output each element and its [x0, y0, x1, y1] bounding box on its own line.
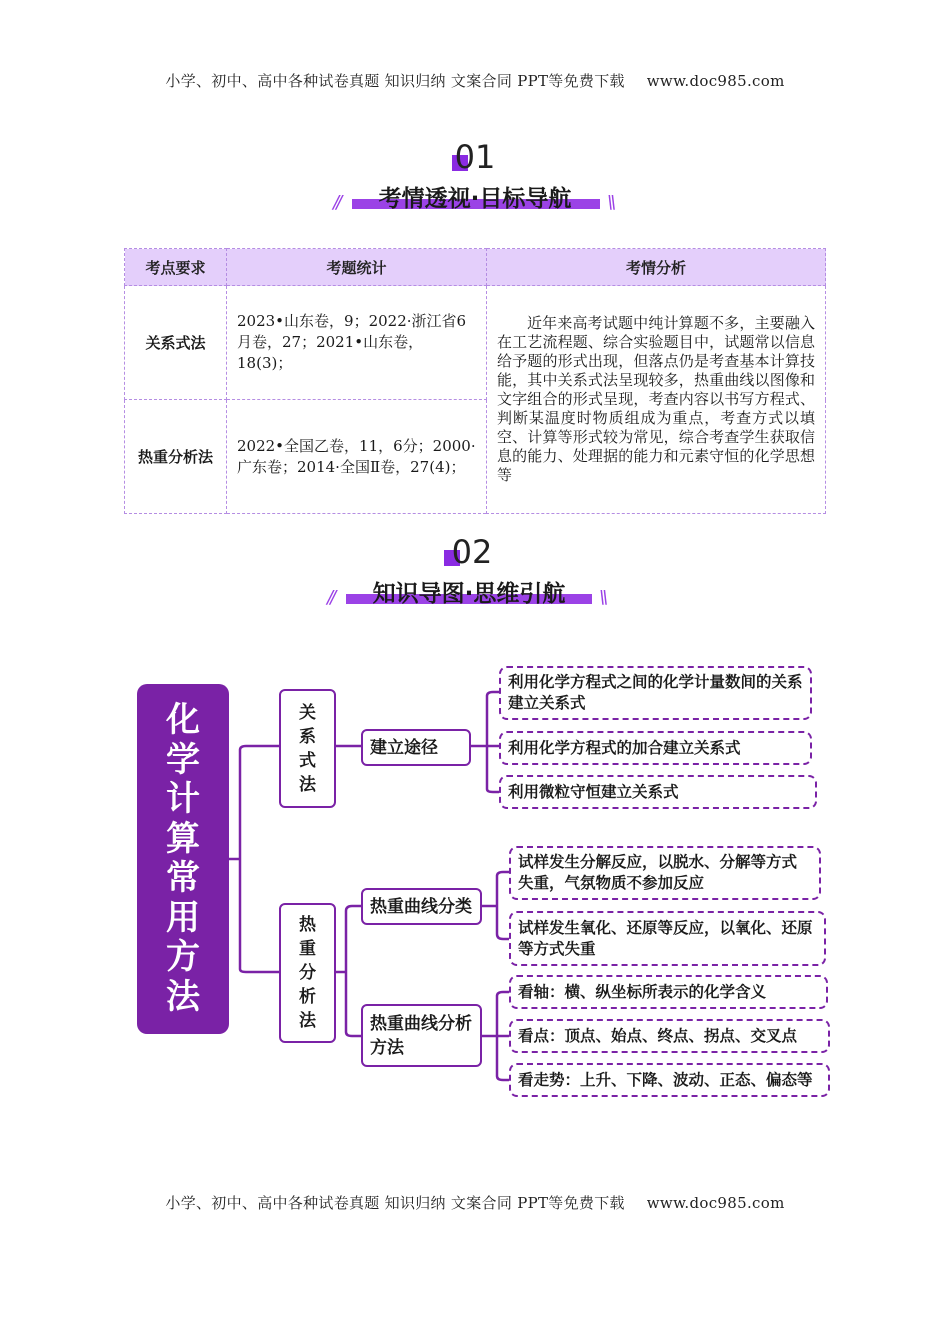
leaf-node: 看点：顶点、始点、终点、拐点、交叉点	[509, 1019, 830, 1053]
section2-number: 02	[451, 533, 493, 571]
slash-decoration-right: \\	[607, 192, 614, 213]
root-char: 用	[166, 897, 200, 938]
section1-number: 01	[454, 138, 496, 176]
branch-relation-method	[279, 689, 336, 808]
root-char: 计	[166, 779, 200, 819]
analysis-text: 近年来高考试题中纯计算题不多，主要融入在工艺流程题、综合实验题目中，试题常以信息给予题的形式出现，但落点仍是考查基本计算技能，其中关系式法呈现较多，热重曲线以图像和文字组合的形式呈现，考查内容以书写方程式、判断某温度时物质组成为重点，考查方式以填空、计算等形式较为常见，综合考查学生获取信息的能力、处理据的能力和元素守恒的化学思想等	[487, 286, 826, 514]
branch-char: 法	[299, 774, 316, 795]
table-header-cell: 考题统计	[227, 249, 487, 286]
leaf-node: 试样发生氧化、还原等反应，以氧化、还原等方式失重	[509, 911, 826, 966]
leaf-node: 看走势：上升、下降、波动、正态、偏态等	[509, 1063, 830, 1097]
branch-char: 法	[299, 1011, 316, 1031]
row-stats: 2023•山东卷，9；2022·浙江省6月卷，27；2021•山东卷，18(3)；	[227, 286, 487, 400]
table-header-cell: 考情分析	[487, 249, 826, 286]
branch-char: 系	[299, 726, 316, 747]
slash-decoration-left: //	[327, 587, 334, 608]
node-curve-classification: 热重曲线分类	[361, 888, 482, 925]
leaf-node: 看轴：横、纵坐标所表示的化学含义	[509, 975, 828, 1009]
node-curve-analysis-method: 热重曲线分析方法	[361, 1004, 482, 1067]
slash-decoration-right: \\	[599, 587, 606, 608]
root-char: 常	[166, 858, 200, 898]
header-site: www.doc985.com	[646, 72, 785, 90]
node-build-approach: 建立途径	[361, 729, 471, 766]
row-stats: 2022•全国乙卷，11，6分；2000·广东卷；2014·全国Ⅱ卷，27(4)；	[227, 400, 487, 514]
leaf-node: 利用化学方程式的加合建立关系式	[499, 731, 812, 765]
root-char: 算	[166, 818, 200, 859]
branch-char: 析	[299, 987, 316, 1007]
root-char: 方	[166, 937, 200, 977]
root-char: 化	[166, 700, 200, 740]
leaf-node: 试样发生分解反应，以脱水、分解等方式失重，气氛物质不参加反应	[509, 846, 821, 900]
branch-thermogravimetric-method	[279, 903, 336, 1043]
branch-char: 分	[299, 963, 316, 983]
leaf-node: 利用化学方程式之间的化学计量数间的关系建立关系式	[499, 666, 812, 720]
root-char: 法	[166, 976, 200, 1017]
footer-site: www.doc985.com	[646, 1194, 785, 1212]
header-text: 小学、初中、高中各种试卷真题 知识归纳 文案合同 PPT等免费下载	[165, 72, 625, 90]
branch-char: 热	[299, 915, 316, 935]
footer-text: 小学、初中、高中各种试卷真题 知识归纳 文案合同 PPT等免费下载	[165, 1194, 625, 1212]
branch-char: 式	[299, 750, 316, 771]
leaf-node: 利用微粒守恒建立关系式	[499, 775, 817, 809]
branch-char: 关	[299, 702, 316, 723]
page-footer	[0, 1192, 950, 1213]
row-label: 关系式法	[125, 286, 227, 400]
table-header-cell: 考点要求	[125, 249, 227, 286]
section1-title: 考情透视·目标导航	[378, 186, 572, 212]
row-label: 热重分析法	[125, 400, 227, 514]
slash-decoration-left: //	[333, 192, 340, 213]
section2-title: 知识导图·思维引航	[372, 581, 566, 607]
branch-char: 重	[299, 939, 316, 959]
root-char: 学	[166, 739, 200, 780]
mindmap-root	[137, 684, 229, 1034]
